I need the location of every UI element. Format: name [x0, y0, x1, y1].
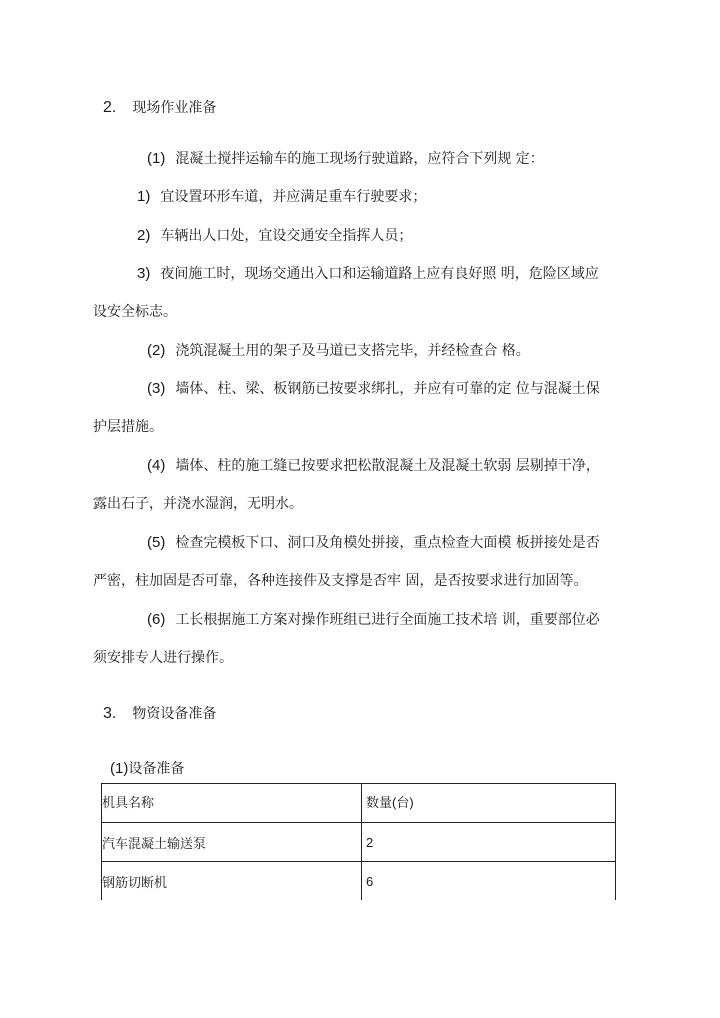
subitem-number: 3) [137, 265, 151, 282]
subitem-1 [137, 187, 426, 207]
cell-quantity: 2 [362, 823, 616, 862]
item-text: 混凝土搅拌运输车的施工现场行驶道路，应符合下列规 定： [175, 151, 544, 167]
table-header-row [102, 784, 616, 823]
item-text: 检查完模板下口、洞口及角模处拼接，重点检查大面模 板拼接处是否 [175, 535, 600, 551]
item-3-line-2: 护层措施。 [93, 419, 163, 435]
section-3-heading [103, 703, 216, 724]
item-number: (6) [147, 611, 166, 628]
item-text: 浇筑混凝土用的架子及马道已支搭完毕，并经检查合 格。 [175, 343, 530, 359]
subitem-text: 宜设置环形车道，并应满足重车行驶要求； [160, 189, 427, 205]
item-number: (2) [147, 342, 166, 359]
item-text: 工长根据施工方案对操作班组已进行全面施工技术培 训，重要部位必 [175, 612, 600, 628]
item-5-line-1 [147, 533, 600, 553]
table-row [102, 823, 616, 862]
section-number: 3. [103, 705, 117, 722]
item-4-line-2: 露出石子，并浇水湿润，无明水。 [93, 496, 303, 512]
item-text: 墙体、柱的施工缝已按要求把松散混凝土及混凝土软弱 层剔掉干净， [175, 458, 600, 474]
item-number: (4) [147, 457, 166, 474]
item-1 [147, 149, 544, 169]
section-title: 物资设备准备 [132, 705, 217, 721]
section-number: 2. [103, 99, 117, 116]
item-text: 墙体、柱、梁、板钢筋已按要求绑扎，并应有可靠的定 位与混凝土保 [175, 381, 600, 397]
header-cell-name: 机具名称 [102, 784, 362, 823]
item-4-line-1 [147, 456, 600, 476]
subitem-number: 1) [137, 188, 151, 205]
item-number: (5) [147, 534, 166, 551]
item-5-line-2: 严密，柱加固是否可靠，各种连接件及支撑是否牢 固，是否按要求进行加固等。 [93, 573, 588, 589]
item-3-line-1 [147, 379, 600, 399]
cell-quantity: 6 [362, 862, 616, 901]
subheading-number: (1) [110, 760, 129, 777]
equipment-subheading [110, 758, 184, 779]
equipment-table [101, 783, 616, 900]
table-row [102, 862, 616, 901]
subitem-2 [137, 226, 412, 246]
item-6-line-2: 须安排专人进行操作。 [93, 650, 233, 666]
cell-name: 汽车混凝土输送泵 [102, 823, 362, 862]
subheading-title: 设备准备 [128, 760, 185, 776]
item-6-line-1 [147, 610, 600, 630]
subitem-number: 2) [137, 227, 151, 244]
item-number: (1) [147, 150, 166, 167]
header-cell-quantity: 数量(台) [362, 784, 616, 823]
item-2 [147, 341, 530, 361]
cell-name: 钢筋切断机 [102, 862, 362, 901]
item-number: (3) [147, 380, 166, 397]
subitem-3-line-1 [137, 264, 599, 284]
subitem-text: 夜间施工时，现场交通出入口和运输道路上应有良好照 明，危险区域应 [160, 266, 599, 282]
section-2-heading [103, 97, 216, 118]
subitem-text: 车辆出人口处，宜设交通安全指挥人员； [160, 228, 413, 244]
section-title: 现场作业准备 [132, 99, 217, 115]
subitem-3-line-2: 设安全标志。 [93, 304, 177, 320]
